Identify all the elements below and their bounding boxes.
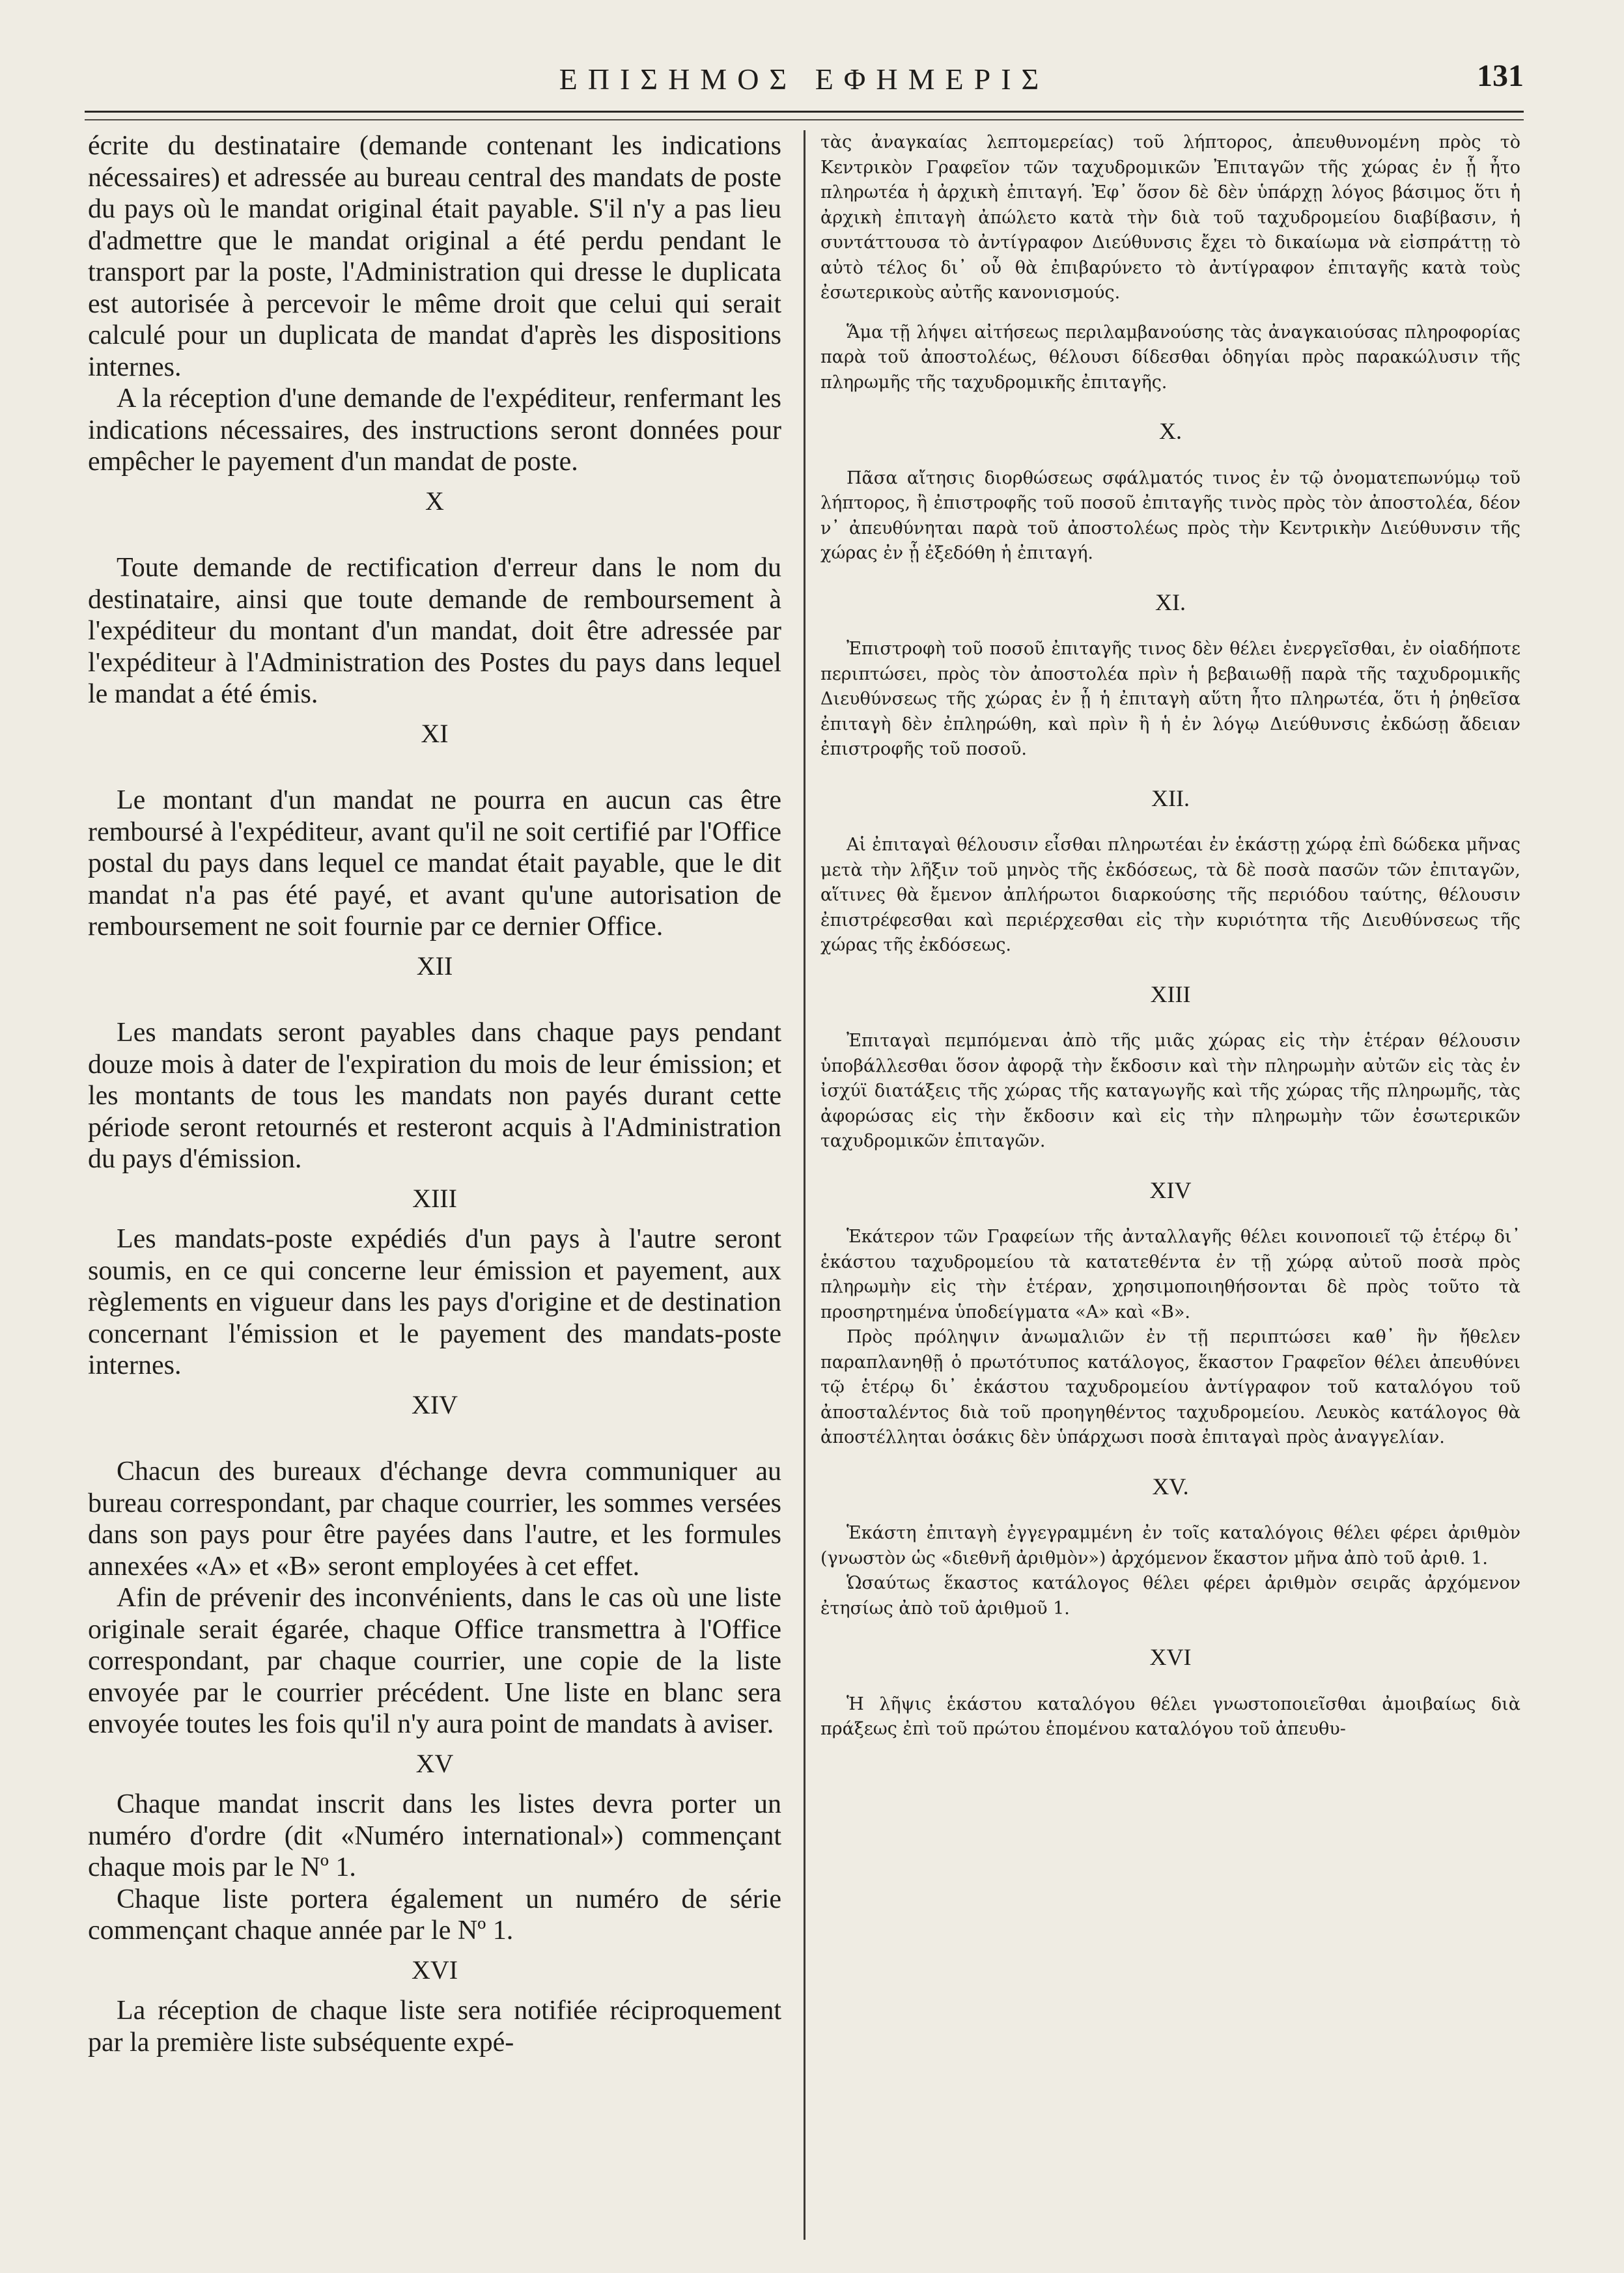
paragraph-xiv-2-fr: Afin de prévenir des inconvénients, dans le cas où une liste originale serait égarée, chaque Office transmettra à l'Office correspondant, par chaque courrier, une copie de la liste envoyée par le courrier précédent. Une liste en blanc sera envoyée toutes les fois qu'il n'y aura point de mandats à aviser. (88, 1583, 781, 1739)
section-heading-xi-gr: XI. (1155, 589, 1186, 615)
section-heading-xiv-fr: XIV (411, 1389, 458, 1419)
paragraph-xiv-2-gr: Πρὸς πρόληψιν ἀνωμαλιῶν ἐν τῇ περιπτώσει καθ᾽ ἣν ἤθελεν παραπλανηθῇ ὁ πρωτότυπος κατάλογος, ἕκαστον Γραφεῖον θέλει ἀπευθύνει τῷ ἑτέρῳ δι᾽ ἑκάστου ταχυδρομείου ἀντίγραφον τοῦ καταλόγου τοῦ ἀποσταλέντος διὰ τοῦ προηγηθέντος ταχυδρομείου. Λευκὸς κατάλογος θὰ ἀποστέλληται ὁσάκις δὲν ὑπάρχωσι ποσὰ ἐπιταγαὶ πρὸς ἀναγγελίαν. (820, 1327, 1520, 1447)
header-rule (85, 111, 1524, 120)
paragraph-x-fr: Toute demande de rectification d'erreur dans le nom du destinataire, ainsi que toute demande de remboursement à l'expéditeur du montant d'un mandat, doit être adressée par l'expéditeur à l'Administration des Postes du pays dans lequel le mandat a été émis. (88, 553, 781, 709)
greek-column (820, 130, 1520, 1742)
publication-title: ΕΠΙΣΗΜΟΣ ΕΦΗΜΕΡΙΣ (559, 63, 1050, 96)
section-heading-xii-fr: XII (416, 951, 453, 981)
paragraph-intro-fr: écrite du destinataire (demande contenant les indications nécessaires) et adressée au bureau central des mandats de poste du pays où le mandat original était payable. S'il n'y a pas lieu d'admettre que le mandat original a été perdu pendant le transport par la poste, l'Administration qui dresse le duplicata est autorisée à percevoir le même droit que celui qui serait calculé pour un duplicata de mandat d'après les dispositions internes. (88, 131, 781, 382)
paragraph-intro-gr: τὰς ἀναγκαίας λεπτομερείας) τοῦ λήπτορος, ἀπευθυνομένη πρὸς τὸ Κεντρικὸν Γραφεῖον τῶν ταχυδρομικῶν Ἐπιταγῶν τῆς χώρας ἐν ᾗ ἦτο πληρωτέα ἡ ἀρχικὴ ἐπιταγή. Ἐφ᾽ ὅσον δὲ δὲν ὑπάρχῃ λόγος βάσιμος ὅτι ἡ ἀρχικὴ ἐπιταγὴ ἀπώλετο κατὰ τὴν διὰ τοῦ ταχυδρομείου διαβίβασιν, ἡ συντάττουσα τὸ ἀντίγραφον Διεύθυνσις ἔχει τὸ δικαίωμα νὰ εἰσπράττῃ τὸ αὐτὸ τέλος δι᾽ οὗ θὰ ἐπιβαρύνετο τὸ ἀντίγραφον ἐπιταγῆς κατὰ τοὺς ἐσωτερικοὺς αὐτῆς κανονισμούς. (820, 132, 1520, 303)
section-heading-x-fr: X (425, 486, 444, 516)
section-heading-xiv-gr: XIV (1149, 1177, 1192, 1203)
paragraph-xii-gr: Αἱ ἐπιταγαὶ θέλουσιν εἶσθαι πληρωτέαι ἐν ἑκάστῃ χώρᾳ ἐπὶ δώδεκα μῆνας μετὰ τὴν λῆξιν τοῦ μηνὸς τῆς ἐκδόσεως, τὰ δὲ ποσὰ πασῶν τῶν ἐπιταγῶν, αἵτινες θὰ ἔμενον ἀπλήρωτοι διαρκούσης τῆς περιόδου ταύτης, θέλουσιν ἐπιστρέφεσθαι καὶ περιέρχεσθαι εἰς τὴν κυριότητα τῆς Διευθύνσεως τῆς χώρας τῆς ἐκδόσεως. (820, 835, 1520, 955)
section-heading-x-gr: X. (1159, 418, 1182, 444)
section-heading-xiii-fr: XIII (412, 1183, 457, 1213)
column-divider (804, 130, 805, 2240)
page-header (78, 59, 1530, 107)
section-heading-xv-gr: XV. (1152, 1473, 1189, 1499)
paragraph-xv-1-fr: Chaque mandat inscrit dans les listes devra porter un numéro d'ordre (dit «Numéro international») commençant chaque mois par le Nº 1. (88, 1789, 781, 1882)
section-heading-xi-fr: XI (421, 718, 449, 748)
paragraph-xi-fr: Le montant d'un mandat ne pourra en aucun cas être remboursé à l'expéditeur, avant qu'il ne soit certifié par l'Office postal du pays dans lequel ce mandat était payable, que le dit mandat n'a pas été payé, et avant qu'une autorisation de remboursement ne soit fournie par ce dernier Office. (88, 785, 781, 941)
section-heading-xv-fr: XV (415, 1748, 454, 1778)
paragraph-xv-2-gr: Ὡσαύτως ἕκαστος κατάλογος θέλει φέρει ἀριθμὸν σειρᾶς ἀρχόμενον ἐτησίως ἀπὸ τοῦ ἀριθμοῦ 1. (820, 1573, 1520, 1619)
paragraph-intro2-fr: A la réception d'une demande de l'expéditeur, renfermant les indications nécessaires, des instructions seront données pour empêcher le payement d'un mandat de poste. (88, 383, 781, 477)
paragraph-xii-fr: Les mandats seront payables dans chaque pays pendant douze mois à dater de l'expiration du mois de leur émission; et les montants de tous les mandats non payés durant cette période seront retournés et resteront acquis à l'Administration du pays d'émission. (88, 1018, 781, 1174)
paragraph-x-gr: Πᾶσα αἴτησις διορθώσεως σφάλματός τινος ἐν τῷ ὀνοματεπωνύμῳ τοῦ λήπτορος, ἢ ἐπιστροφῆς τοῦ ποσοῦ ἐπιταγῆς τινὸς πρὸς τὸν ἀποστολέα, δέον ν᾽ ἀπευθύνηται παρὰ τοῦ ἀποστολέως πρὸς τὴν Κεντρικὴν Διεύθυνσιν τῆς χώρας ἐν ᾗ ἐξεδόθη ἡ ἐπιταγή. (820, 467, 1520, 563)
paragraph-xiv-1-gr: Ἑκάτερον τῶν Γραφείων τῆς ἀνταλλαγῆς θέλει κοινοποιεῖ τῷ ἑτέρῳ δι᾽ ἑκάστου ταχυδρομείου τὰ κατατεθέντα ἐν τῇ χώρᾳ αὐτοῦ ποσὰ πρὸς πληρωμὴν εἰς τὴν ἑτέραν, χρησιμοποιηθήσονται δὲ πρὸς τοῦτο τὰ προσηρτημένα ὑποδείγματα «Α» καὶ «Β». (820, 1227, 1520, 1322)
section-heading-xii-gr: XII. (1151, 785, 1190, 811)
paragraph-xvi-fr: La réception de chaque liste sera notifiée réciproquement par la première liste subséquente expé- (88, 1996, 781, 2057)
paragraph-xi-gr: Ἐπιστροφὴ τοῦ ποσοῦ ἐπιταγῆς τινος δὲν θέλει ἐνεργεῖσθαι, ἐν οἱαδήποτε περιπτώσει, πρὸς τὸν ἀποστολέα πρὶν ἡ βεβαιωθῇ παρὰ τῆς ταχυδρομικῆς Διευθύνσεως τῆς χώρας ἐν ᾗ ἡ ἐπιταγὴ αὕτη ἦτο πληρωτέα, ὅτι ἡ ῥηθεῖσα ἐπιταγὴ δὲν ἐπληρώθη, καὶ πρὶν ἢ ἡ ἐν λόγῳ Διεύθυνσις ἐκδώσῃ ἄδειαν ἐπιστροφῆς τοῦ ποσοῦ. (820, 639, 1520, 759)
paragraph-xiii-fr: Les mandats-poste expédiés d'un pays à l'autre seront soumis, en ce qui concerne leur émission et payement, aux règlements en vigueur dans les pays d'origine et de destination concernant l'émission et le payement des mandats-poste internes. (88, 1224, 781, 1380)
paragraph-intro2-gr: Ἅμα τῇ λήψει αἰτήσεως περιλαμβανούσης τὰς ἀναγκαιούσας πληροφορίας παρὰ τοῦ ἀποστολέως, θέλουσι δίδεσθαι ὁδηγίαι πρὸς παρακώλυσιν τῆς πληρωμῆς τῆς ταχυδρομικῆς ἐπιταγῆς. (820, 322, 1520, 393)
paragraph-xiv-1-fr: Chacun des bureaux d'échange devra communiquer au bureau correspondant, par chaque courrier, les sommes versées dans son pays pour être payées dans l'autre, et les formules annexées «A» et «B» seront employées à cet effet. (88, 1457, 781, 1582)
paragraph-xvi-gr: Ἡ λῆψις ἑκάστου καταλόγου θέλει γνωστοποιεῖσθαι ἀμοιβαίως διὰ πράξεως ἐπὶ τοῦ πρώτου ἑπομένου καταλόγου τοῦ ἀπευθυ- (820, 1694, 1520, 1739)
paragraph-xv-2-fr: Chaque liste portera également un numéro de série commençant chaque année par le Nº 1. (88, 1884, 781, 1945)
paragraph-xiii-gr: Ἐπιταγαὶ πεμπόμεναι ἀπὸ τῆς μιᾶς χώρας εἰς τὴν ἑτέραν θέλουσιν ὑποβάλλεσθαι ὅσον ἀφορᾷ τὴν ἔκδοσιν καὶ τὴν πληρωμὴν αὐτῶν εἰς τὰς ἐν ἰσχύϊ διατάξεις τῆς χώρας τῆς καταγωγῆς καὶ τῆς χώρας τῆς πληρωμῆς, τὰς ἀφορώσας εἰς τὴν ἔκδοσιν καὶ εἰς τὴν πληρωμὴν τῶν ἐσωτερικῶν ταχυδρομικῶν ἐπιταγῶν. (820, 1031, 1520, 1151)
page-number: 131 (1477, 59, 1524, 93)
section-heading-xvi-fr: XVI (411, 1955, 458, 1985)
paragraph-xv-1-gr: Ἑκάστη ἐπιταγὴ ἐγγεγραμμένη ἐν τοῖς καταλόγοις θέλει φέρει ἀριθμὸν (γνωστὸν ὡς «διεθνῆ ἀριθμὸν») ἀρχόμενον ἕκαστον μῆνα ἀπὸ τοῦ ἀριθ. 1. (820, 1523, 1520, 1569)
section-heading-xvi-gr: XVI (1149, 1644, 1192, 1670)
section-heading-xiii-gr: XIII (1150, 981, 1191, 1007)
french-column (88, 130, 781, 2058)
